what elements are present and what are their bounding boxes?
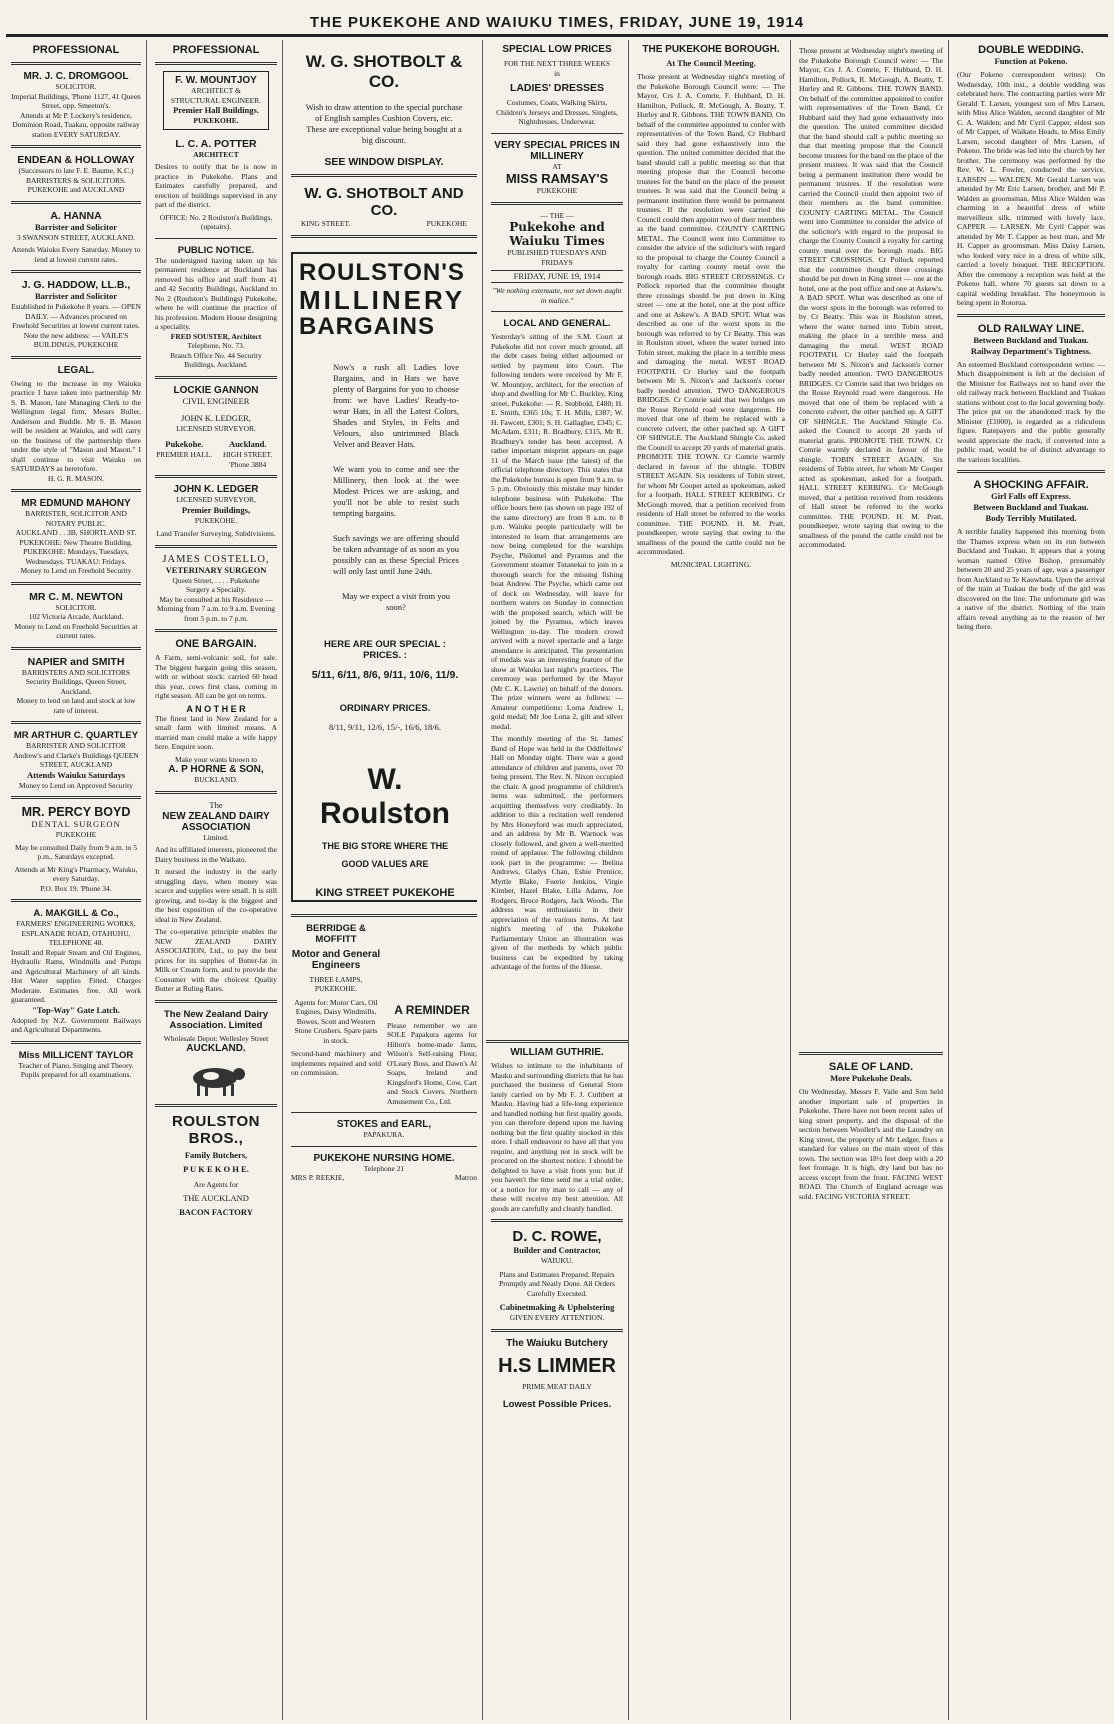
divider [155, 1104, 277, 1107]
divider [155, 62, 277, 65]
column-rule [948, 40, 949, 1720]
masthead-rule [6, 34, 1108, 37]
ad-body: A Farm, semi-volcanic soil, for sale. The biggest bargain going this season, with or without stock: carried 60 head this year, cows first class, coming in right season. All can be got on terms. [155, 653, 277, 700]
divider [11, 270, 141, 273]
ad-heading: SPECIAL LOW PRICES [502, 44, 612, 55]
article-subhead: At The Council Meeting. [666, 58, 756, 68]
article-subhead: Between Buckland and Tuakau. [973, 334, 1089, 345]
divider [291, 1112, 477, 1113]
divider [11, 647, 141, 650]
ad-title: Builder and Contractor, [513, 1245, 601, 1255]
ad-branch: Branch Office No. 44 Security Buildings, Auckland. [170, 350, 262, 369]
ad-sub: Attends Waiuku Saturdays [26, 769, 126, 780]
ad-street: KING STREET PUKEKOHE [315, 886, 455, 899]
article-subhead: Body Terribly Mutilated. [985, 513, 1077, 523]
ad-signature: FRED SOUSTER, Architect [170, 331, 262, 341]
ad-cta: Lowest Possible Prices. [502, 1399, 612, 1410]
ad-name: JOHN K. LEDGER [173, 484, 259, 495]
column-rule [282, 40, 283, 1720]
column-news-2 [632, 40, 790, 1720]
ad-location: PAPAKURA. [363, 1130, 405, 1139]
ad-napier [11, 656, 141, 716]
divider [155, 1000, 277, 1003]
divider [11, 201, 141, 204]
ad-body: The co-operative principle enables the NEW ZEALAND DAIRY ASSOCIATION, Ltd., to pay the best prices for its supplies of Butter-fat in Milk or Cream form, and to provide the Consumer with the choicest Quality Butter at Ruling Rates. [155, 927, 277, 993]
ad-sub: Wholesale Depot: Wellesley Street [163, 1033, 269, 1043]
ad-body: It nursed the industry in the early struggling days, when money was scarce and supplies were small. It is still growing, and to-day is the biggest and the best exposition of the co-operative ideal in New Zealand. [155, 867, 277, 924]
masthead: THE PUKEKOHE AND WAIUKU TIMES, FRIDAY, JUNE 19, 1914 [309, 14, 805, 31]
column-rule [482, 40, 483, 1720]
ad-title: Barrister and Solicitor [35, 291, 117, 301]
special-prices: 5/11, 6/11, 8/6, 9/11, 10/6, 11/9. [311, 668, 459, 681]
ad-name: MR EDMUND MAHONY [21, 498, 131, 509]
column-shotbolt-roulston [286, 40, 482, 1720]
ad-body: Attends at Mr P. Lockery's residence, Dominion Road, Tuakau, opposite railway station EVERY SATURDAY. [12, 110, 140, 139]
ad-body: Security Buildings, Queen Street, Auckland. [25, 677, 127, 696]
ad-quartley [11, 730, 141, 790]
ad-town: PUKEKOHE [426, 219, 467, 228]
article-headline: A SHOCKING AFFAIR. [973, 479, 1089, 491]
ad-public-notice [155, 245, 277, 370]
ad-body: Imperial Buildings, 'Phone 1127, 41 Queen Street, opp. Smeeton's. [11, 91, 141, 110]
ad-at: AT [552, 161, 562, 171]
ad-taylor [11, 1050, 141, 1080]
nameplate-title: Pukekohe and Waiuku Times [509, 220, 605, 248]
ad-title: BARRISTERS AND SOLICITORS [21, 667, 131, 677]
ad-name: L. C. A. POTTER [175, 137, 257, 150]
column-rule [790, 40, 791, 1720]
divider [155, 475, 277, 478]
column-professional-2 [150, 40, 282, 1720]
ad-mahony [11, 498, 141, 576]
divider [155, 545, 277, 548]
column-news-3 [952, 40, 1110, 1720]
ad-tagline: THE BIG STORE WHERE THE [321, 840, 449, 851]
article-subhead: Function at Pokeno. [994, 56, 1068, 66]
ad-location: BUCKLAND. [194, 775, 238, 784]
divider [11, 899, 141, 902]
ad-special-low-prices [491, 44, 623, 127]
ad-ledger [155, 484, 277, 539]
ad-title: Barrister and Solicitor [35, 221, 117, 232]
divider [11, 62, 141, 65]
ad-location: P U K E K O H E. [183, 1164, 249, 1174]
divider [155, 238, 277, 239]
ad-title: ARCHITECT & STRUCTURAL ENGINEER. [170, 86, 262, 105]
ad-title: SOLICITOR. [55, 602, 97, 612]
ad-matron-row [291, 1173, 477, 1183]
divider [957, 470, 1105, 473]
nameplate-motto: "We nothing extenuate, nor set down aught in malice." [492, 286, 622, 305]
ordinary-prices: 8/11, 9/11, 12/6, 15/-, 16/6, 18/6. [329, 721, 441, 732]
ad-nz-dairy [155, 800, 277, 994]
ad-name: JAMES COSTELLO, [162, 553, 270, 565]
divider [11, 796, 141, 799]
article-subhead: Railway Department's Tightness. [970, 345, 1092, 356]
cow-illustration-icon [181, 1060, 251, 1098]
ad-mountjoy [163, 71, 269, 130]
ad-hanna [11, 210, 141, 265]
ad-bargain [155, 638, 277, 785]
ad-title: VETERINARY SURGEON [165, 564, 267, 575]
ad-offices [155, 439, 277, 469]
divider [799, 1052, 943, 1055]
nameplate-pre: — THE — [540, 210, 574, 220]
ad-firm: W. Roulston [320, 762, 450, 830]
nameplate-sub: PUBLISHED TUESDAYS AND FRIDAYS [507, 248, 607, 267]
divider [291, 914, 477, 917]
ad-sub: FOR THE NEXT THREE WEEKS [503, 59, 611, 68]
ad-body: May be consulted at his Residence — Morning from 7 a.m. to 9 a.m. Evening from 5 p.m. to 7 p.m. [156, 594, 276, 623]
ad-body: Attends Waiuku Every Saturday. Money to lend at lowest current rates. [11, 245, 141, 264]
ad-dromgool [11, 71, 141, 139]
article-headline: DOUBLE WEDDING. [978, 44, 1084, 56]
ad-tagline: GOOD VALUES ARE [341, 858, 429, 869]
article-body: An esteemed Buckland correspondent writes: — Much disappointment is felt at the decision of the Minister for Railways not to hand over the old railway track between Buckland and Tuakau stations without cost to the local governing body. The price put on the abandoned track by the Minister (£1000), is regarded as a ridiculous figure. Ratepayers and the public generally would appreciate the track, if converted into a public road, would be of distinct advantage to the various localities. [957, 359, 1105, 464]
ad-name: The Waiuku Butchery [506, 1337, 608, 1349]
ad-in: in [554, 68, 560, 78]
ad-name: A. MAKGILL & Co., [33, 908, 119, 919]
section-header: LOCAL AND GENERAL. [503, 318, 611, 329]
article-headline: SALE OF LAND. [828, 1061, 914, 1073]
ad-body: Second-hand machinery and implements repaired and sold on commission. [291, 1049, 381, 1077]
ad-body: Agents for: Motor Cars, Oil Engines, Daisy Windmills, Bowes, Scott and Western Stone Crushers. Spare parts in stock. [294, 997, 378, 1045]
ad-body: Owing to the increase in my Waiuku practice I have taken into partnership Mr S. B. Mason, late Managing Clerk to the Wellington legal firm, Messrs Buller, Anderson and Buddle. Mr S. B. Mason will be resident at Waiuku, and will carry on the business of the partnership there under the style of "Mason and Mason." I shall continue to visit Waiuku on SATURDAYS as heretofore. [11, 378, 141, 473]
ad-location: WAIUKU. [540, 1256, 574, 1265]
ad-name: W. G. SHOTBOLT & CO. [305, 52, 463, 91]
divider [491, 311, 623, 312]
article-subhead: More Pukekohe Deals. [830, 1073, 912, 1083]
ad-name: MR. J. C. DROMGOOL [23, 71, 129, 82]
ad-body: Money to Lend on Freehold Security [20, 566, 132, 575]
ad-body: 102 Victoria Arcade, Auckland. [28, 612, 124, 621]
ad-endean [11, 154, 141, 195]
ad-name: A. P HORNE & SON, [168, 764, 264, 775]
ad-body: Established in Pukekohe 8 years. — OPEN DAILY. — Advances procured on Freehold Securities at lowest current rates. Note the new address: — VAILE'S BUILDINGS, PUKEKOHE [11, 302, 141, 349]
ad-body: Land Transfer Surveying, Subdivisions. [156, 529, 276, 538]
divider [291, 1146, 477, 1147]
ad-body: Desires to notify that he is now in practice in Pukekohe. Plans and Estimates carefully prepared, and erection of buildings supervised in any part of the district. [155, 162, 277, 209]
ad-item: LADIES' DRESSES [509, 82, 605, 94]
divider [155, 376, 277, 379]
ad-name: Miss MILLICENT TAYLOR [18, 1049, 134, 1061]
article-subhead: MUNICIPAL LIGHTING. [670, 559, 752, 569]
section-header: PROFESSIONAL [172, 44, 260, 56]
ad-costello [155, 554, 277, 624]
ad-address: AUCKLAND . . 3B, SHORTLAND ST. [15, 528, 137, 537]
ad-headline: MILLINERY [299, 284, 466, 315]
ad-title: BARRISTER, SOLICITOR AND NOTARY PUBLIC. [25, 509, 127, 528]
ad-signature: H. G. R. MASON. [47, 473, 105, 483]
ad-name: NEW ZEALAND DAIRY ASSOCIATION [162, 810, 270, 833]
article-body: On Wednesday, Messrs F. Vaile and Son held another important sale of properties in Pukekohe. There have not been recent sales of king street property, and the disposal of the section between Woollett's and the Laundry on King street, the property of Mr Ledger, fixes a standard for values on the main street of this town. The section was 18½ feet deep with a 20 feet frontage. It is high, dry land but has no access except from the front. FACING WEST ROAD. The Church of England acreage was sold. FACING VICTORIA STREET. [799, 1087, 943, 1201]
ad-sub: Are Agents for [193, 1180, 239, 1189]
ad-telephone: Telephone 21 [363, 1163, 405, 1173]
ad-sub: Cabinetmaking & Upholstering [499, 1302, 615, 1312]
divider [155, 629, 277, 632]
ad-sub: PRIME MEAT DAILY [522, 1381, 592, 1391]
ad-heading: LEGAL. [57, 364, 95, 376]
ad-heading: ONE BARGAIN. [175, 638, 257, 650]
ad-body: Wish to draw attention to the special purchase of English samples Cushion Covers, etc. These are exceptional value being bought at a big discount. [305, 102, 463, 145]
ad-stokes [291, 1119, 477, 1140]
ad-body: Plans and Estimates Prepared. Repairs Promptly and Neatly Done. All Orders Carefully Executed. [499, 1269, 615, 1298]
ad-body: We want you to come and see the Millinery, then look at the wee Modest Prices we are asking, and you'll not be able to resist such tempting bargains. [333, 463, 459, 518]
ad-heading: PUBLIC NOTICE. [177, 244, 255, 256]
ad-name: BERRIDGE & MOFFITT [306, 922, 366, 945]
office-left-address: PREMIER HALL. [156, 450, 213, 459]
column-news-sale [794, 40, 948, 1720]
article-headline: OLD RAILWAY LINE. [977, 322, 1085, 335]
ad-haddow [11, 279, 141, 350]
office-right-address: HIGH STREET. 'Phone 3884 [223, 450, 273, 469]
ad-name: ENDEAN & HOLLOWAY [17, 154, 135, 166]
divider [155, 791, 277, 794]
article-body: A terrible fatality happened this morning from the Thames express when on its run between Buckland and Tuakau. It appears that a young woman named Olive Bishop, presumably between 20 and 25 years of age, was a passenger from Auckland to Te Kauwhata. Upon the arrival of the train at Tuakau the body of the girl was discovered on the line. The unfortunate girl was a native of the district. Nothing of the train affairs reveal anything as to the reason of her being there. [957, 527, 1105, 631]
ad-title: Family Butchers, [184, 1150, 248, 1160]
ad-legal [11, 365, 141, 484]
ad-name: W. G. SHOTBOLT AND CO. [304, 185, 464, 219]
divider [11, 582, 141, 585]
ad-address-row [291, 219, 477, 229]
ad-body: Attends at Mr King's Pharmacy, Waiuku, every Saturday. [14, 864, 138, 883]
divider [291, 235, 477, 238]
ad-name: LOCKIE GANNON [173, 384, 259, 396]
ad-rowe [491, 1228, 623, 1323]
ad-title: CIVIL ENGINEER [182, 395, 250, 406]
ad-title: DENTAL SURGEON [31, 819, 121, 829]
ad-street: KING STREET. [301, 219, 351, 228]
divider [11, 356, 141, 359]
ad-headline: ROULSTON'S [299, 258, 465, 286]
office-right: Auckland. [228, 439, 267, 449]
divider [491, 1219, 623, 1222]
ad-location: PUKEKOHE and AUCKLAND [27, 185, 125, 194]
ad-reminder [387, 923, 477, 1107]
divider [291, 174, 477, 177]
ad-body: P.O. Box 19. 'Phone 34. [40, 883, 112, 893]
ad-cta: SEE WINDOW DISPLAY. [324, 156, 444, 168]
office-left: Pukekohe. [165, 439, 204, 449]
ad-sub: THE AUCKLAND [183, 1192, 249, 1203]
ad-name: A. HANNA [50, 209, 102, 222]
article-subhead: Girl Falls off Express. [991, 491, 1071, 501]
ad-body: PUKEKOHE: New Theatre Building. PUKEKOHE: Mondays, Tuesdays, Wednesdays. TUAKAU: Fridays. [19, 537, 133, 566]
ad-name: MR. PERCY BOYD [21, 805, 131, 819]
ad-name: F. W. MOUNTJOY [175, 75, 257, 86]
ad-heading: A REMINDER [394, 1002, 470, 1017]
ad-title: BARRISTERS & SOLICITORS. [25, 175, 127, 185]
ad-address: 3 SWANSON STREET, AUCKLAND. [17, 232, 135, 242]
ad-potter [155, 138, 277, 232]
divider [491, 202, 623, 205]
ad-location: THREE LAMPS, PUKEKOHE. [309, 974, 363, 993]
nameplate-date: FRIDAY, JUNE 19, 1914 [491, 270, 623, 283]
ad-name: ROULSTON BROS., [172, 1113, 260, 1147]
column-ads-lower [486, 1040, 628, 1720]
ad-makgill [11, 908, 141, 1035]
ad-name: PUKEKOHE NURSING HOME. [313, 1152, 455, 1164]
ad-body: Make your wants known to [174, 754, 258, 764]
ad-body: Adopted by N.Z. Government Railways and Agricultural Departments. [11, 1015, 141, 1034]
ad-location: PUKEKOHE [536, 186, 578, 195]
ad-title: ARCHITECT [193, 149, 239, 159]
section-header: PROFESSIONAL [32, 44, 120, 56]
ad-body: Such savings we are offering should be taken advantage of as soon as you possibly can as these Special Prices will only last until June 24th. [333, 532, 459, 576]
ad-title: Motor and General Engineers [291, 948, 381, 971]
ad-sub: GIVEN EVERY ATTENTION. [509, 1313, 605, 1322]
ad-body: Wishes to intimate to the inhabitants of Mauku and surrounding districts that he has purchased the business of General Store lately carried on by Mr F. J. Cuthbert at Mauku. Having had a life-long experience and handled nothing but first quality goods, you can therefore depend upon me having nothing but the first quality stocked in this store. I shall endeavour to have all that you require, and anything not in stock will be procured on the shortest notice. I should be delighted to have a visit from you: but if you haven't the time send me a trial order, or a notice for my man to call — any of these will receive my best attention. All goods are carefully and cleanly handled. [491, 1061, 623, 1213]
ad-body: The finest land in New Zealand for a small farm with limited means. A married man could make a wife happy here. Enquire soon. [155, 713, 277, 751]
ad-gannon [155, 385, 277, 470]
prices-heading: HERE ARE OUR SPECIAL : PRICES. : [324, 638, 446, 661]
ad-body: Install and Repair Steam and Oil Engines, Hydraulic Rams, Windmills and Pumps and Agricultural Machinery of all kinds. Hot Water supplies Fitted. Charges Moderate. Estimates free. All work guaranteed. [11, 947, 141, 1004]
column-rule [146, 40, 147, 1720]
ad-title: BARRISTER AND SOLICITOR [26, 741, 126, 750]
divider [491, 1329, 623, 1332]
ad-body: Please remember we are SOLE Papakura agents for Hilton's home-made Jams, Wilson's Self-raising Flour, O'Leary Boss, and Dawn's Al Soaps, Ireland and Kingsford's Home, Cow, Cart and Stock Covers. Northern Amusement Co., Ltd. [387, 1020, 477, 1106]
ad-newton [11, 591, 141, 641]
ad-body: May be consulted Daily from 9 a.m. to 5 p.m., Saturdays excepted. [14, 842, 138, 861]
ad-shotbolt [291, 52, 477, 168]
ad-headline: BARGAINS [299, 312, 436, 340]
ad-body: Money to Lend on Approved Security [19, 780, 133, 790]
ad-location: AUCKLAND. [186, 1043, 246, 1054]
ad-roulston-millinery [291, 252, 477, 902]
ad-sub: LICENSED SURVEYOR. [176, 423, 256, 433]
ordinary-heading: ORDINARY PRICES. [339, 702, 431, 714]
times-nameplate [491, 211, 623, 306]
ad-address: Premier Hall Buildings. [173, 105, 259, 115]
ad-sub: "Top-Way" Gate Latch. [32, 1004, 120, 1015]
ad-address: Andrew's and Clarke's Buildings QUEEN STREET, AUCKLAND [13, 750, 139, 769]
ad-office: OFFICE: No. 2 Roulston's Buildings, (upstairs). [159, 212, 273, 231]
ad-name: MISS RAMSAY'S [505, 171, 609, 186]
ad-name: STOKES and EARL, [336, 1119, 432, 1130]
ad-sub: Limited. [203, 832, 229, 842]
ad-pre: The [209, 799, 223, 810]
ad-location: PUKEKOHE [55, 830, 97, 839]
column-professional-1 [6, 40, 146, 1720]
ad-title: LICENSED SURVEYOR, [176, 495, 256, 504]
ad-ramsay [491, 140, 623, 196]
ad-name: J. G. HADDOW, LL.B., [21, 279, 131, 291]
ad-name: D. C. ROWE, [512, 1228, 602, 1245]
ad-name: MR ARTHUR C. QUARTLEY [13, 730, 139, 741]
ad-title: SOLICITOR. [55, 82, 97, 91]
ad-dairy-depot [155, 1009, 277, 1099]
ad-sub: (Successors to late F. E. Baume, K.C.) [18, 166, 134, 175]
divider [11, 489, 141, 492]
ad-heading: A N O T H E R [186, 703, 246, 714]
ad-shotbolt-2 [291, 185, 477, 229]
article-body: Those present at Wednesday night's meeting of the Pukekohe Borough Council were: — The Mayor, Crs J. A. Comrie, F. Hubbard, D. H. Hamilton, Pollock, R. McGough, A. Beatty, T. Hurley and R. Gibbons. THE TOWN BAND. On behalf of the committee appointed to confer with representatives of the Town Band, Cr Hubbard said they had gone exhaustively into the question. The united committee decided that the band should call a public meeting so that that meeting propose that the Council become trustees for the band on the place of the present trustees. It was said that the Council being a permanent institution there would be permanent trustees. If the resolution were carried the Council could then appoint two of their members as the band committee. COUNTY CARTING METAL. The Council went into Committee to consider the advice of the solicitor's with regard to the proposal to charge the County Council a royalty for carting county metal over the borough roads. BIG STREET CROSSINGS. Cr Pollock reported that the committee thought three crossings should be put down in King street — one at the hotel, one at the post office and one at Askew's. A BAD SPOT. What was described as one of the worst spots in the borough was referred to by Cr Beatty. This was in Roulston street, where the water turned into Tobin street, making the place in a terrible mess and damaging the metal. WEST ROAD FOOTPATH. Cr Hurley said the footpath between Mr S. Nixon's and Jackson's corner badly needed attention. TWO DANGEROUS BRIDGES. Cr Comrie said that two bridges on the Rosse Reynold road were dangerous. He moved that one of them be replaced with a concrete culvert, the other patched up. A GIFT OF SHINGLE. The Auckland Shingle Co. asked the Council to accept 20 yards of material gratis. PROMOTE THE TOWN. Cr Comrie warmly declared in favour of the shingle. TOBIN STREET AGAIN. Six residents of Tobin street, for whom Mr Cooper acted as spokesman, asked for a footpath. HALL STREET KERBING. Cr McGough moved, that a petition received from residents of Hall street be referred to the works committee. THE POUND. H. M. Pratt, poundkeeper, wrote saying that owing to the smallness of the pound the cattle could not be accommodated. [799, 46, 943, 549]
ad-roulston-bros [155, 1113, 277, 1218]
ad-boyd [11, 805, 141, 893]
ad-body: Now's a rush all Ladies love Bargains, and in Hats we have plenty of Bargains for you to choose from: we have Ladies' Ready-to-wear Hats, in all the Latest Colors, Shades and Styles, in Felts and Velours, also untrimmed Black Velvet and Beaver Hats. [333, 361, 459, 449]
ad-body: Teacher of Piano, Singing and Theory. Pupils prepared for all examinations. [18, 1060, 134, 1079]
ad-address: Premier Buildings, [181, 504, 251, 515]
ad-body: Money to Lend on Freehold Securities at current rates. [14, 621, 138, 640]
column-rule [628, 40, 629, 1720]
divider [957, 314, 1105, 317]
ad-body: Surgery a Specialty. [186, 585, 246, 594]
ad-matron-name: MRS P. REEKIE, [291, 1173, 345, 1182]
news-body: Yesterday's sitting of the S.M. Court at Pukekohe did not cover much ground, all the debt cases being either adjourned or settled by payment into Court. The following tenders were received by Mr F. W. Mountjoy, architect, for the erection of shop and dwelling for Mr C. Buckley, King street, Pukekohe: — R. Stobbold, £480; H. E. Smith, £365 10s; T. H. Mills, £387; W. H. Fawcett, £301; S. H. Gallagher, £345; C. McAdam, £311; R. Bradbury, £315, Mr R. Bradbury's tender has been accepted. A rather important misprint appears on page 11 of the March issue (the latest) of the official telephone directory. This states that the Pukekohe bureau is open from 9 a.m. to 5 p.m. Obviously this mistake may hinder telephone business with Pukekohe. The office hours here (as shown on page 192 of the same directory) are from 8 a.m. to 8 p.m. Waiuku people particularly will be interested to learn that arrangements are now being completed for the warships Psyche, Philomel and Pyramus and the Government steamer Tutanekai to join in a thorough search for the missing fishing boat Andrew. The Psyche, which came out of dock on Wednesday, will leave for northern waters on Sunday in connection with the proposed search, which will be joined by the Pyramus, which leaves Wellington to-day. The modern crowd arrived with a novel spectacle and a large attendance is anticipated. The presentation of medals was an interesting feature of the show at Waiuku last night's practices. The ceremony was performed by the Mayor (Mr C. K. Lawrie) on behalf of the donors. The prize winners were as follows: — Amateur competitions: Lorna Andrew 1, gold medal; Mr Joe Lotta 2, gilt and silver medal. [491, 332, 623, 731]
ad-title: FARMERS' ENGINEERING WORKS, ESPLANADE ROAD, OTAHUHU, TELEPHONE 48. [16, 919, 136, 947]
article-headline: THE PUKEKOHE BOROUGH. [642, 44, 780, 55]
ad-heading: VERY SPECIAL PRICES IN MILLINERY [494, 139, 620, 162]
ad-name: The New Zealand Dairy Association. Limited [163, 1008, 268, 1031]
ad-address: Queen Street, . . . . Pukekohe [172, 575, 260, 585]
news-body: The monthly meeting of the St. James' Band of Hope was held in the Oddfellows' Hall on Monday night. There was a good attendance of children and parents, over 70 being present. The Rev. N. Nixon occupied the chair. A good programme of children's items was submitted, the performers acquitting themselves very creditably. In addition to this a recitation well rendered by Mrs Honeyford was much appreciated, and an address by Mr B. Warnock was closely followed, and given a well-merited round of applause. The following children took part in the programme: — Ibelina Andrews, Gladys Chan, Eshie Prentice, Myrtle Blake, Fuerie Jenkins, Virgie Kimber, Hazel Blake, Lilla Adams, Joe Rodgers, Bruce Rodgers, Jack Woods. The address was enthusiastic in their appreciation of the various items. At last night's meeting of the Pukekohe Parliamentary Union an illustration was given of the methods by which public business can be expedited by taking advantage of the forms of the House. [491, 734, 623, 971]
ad-berridge [291, 923, 381, 1107]
ad-guthrie [491, 1047, 623, 1213]
ad-nursing-home [291, 1153, 477, 1183]
divider [11, 1041, 141, 1044]
ad-location: PUKEKOHE. [193, 116, 239, 125]
divider [11, 145, 141, 148]
ad-location: PUKEKOHE. [194, 515, 238, 525]
ad-body: The undersigned having taken up his permanent residence at Buckland has removed his office and staff from 41 and 42 Security Buildings, Auckland to No 2 (Roulston's Buildings) Pukekohe, where he will continue the practice of his profession. Modern House designing a speciality. [155, 255, 277, 331]
divider [11, 721, 141, 724]
ad-butchery [491, 1338, 623, 1411]
divider [491, 133, 623, 134]
ad-row [291, 923, 477, 1107]
ad-matron-title: Matron [454, 1173, 477, 1182]
ad-name: WILLIAM GUTHRIE. [510, 1047, 604, 1058]
article-body: Those present at Wednesday night's meeting of the Pukekohe Borough Council were: — The Mayor, Crs J. A. Comrie, F. Hubbard, D. H. Hamilton, Pollock, R. McGough, A. Beatty, T. Hurley and R. Gibbons. THE TOWN BAND. On behalf of the committee appointed to confer with representatives of the Town Band, Cr Hubbard said they had gone exhaustively into the question. The united committee decided that the band should call a public meeting so that that meeting propose that the Council become trustees for the band on the place of the present trustees. It was said that the Council being a permanent institution there would be permanent trustees. If the resolution were carried the Council could then appoint two of their members as the band committee. COUNTY CARTING METAL. The Council went into Committee to consider the advice of the solicitor's with regard to the proposal to charge the County Council a royalty for carting county metal over the borough roads. BIG STREET CROSSINGS. Cr Pollock reported that the committee thought three crossings should be put down in King street — one at the hotel, one at the post office and one at Askew's. A BAD SPOT. What was described as one of the worst spots in the borough was referred to by Cr Beatty. This was in Roulston street, where the water turned into Tobin street, making the place in a terrible mess and damaging the metal. WEST ROAD FOOTPATH. Cr Hurley said the footpath between Mr S. Nixon's and Jackson's corner badly needed attention. TWO DANGEROUS BRIDGES. Cr Comrie said that two bridges on the Rosse Reynold road were dangerous. He moved that one of them be replaced with a concrete culvert, the other patched up. A GIFT OF SHINGLE. The Auckland Shingle Co. asked the Council to accept 20 yards of material gratis. PROMOTE THE TOWN. Cr Comrie warmly declared in favour of the shingle. TOBIN STREET AGAIN. Six residents of Tobin street, for whom Mr Cooper acted as spokesman, asked for a footpath. HALL STREET KERBING. Cr McGough moved, that a petition received from residents of Hall street be referred to the works committee. THE POUND. H. M. Pratt, poundkeeper, wrote saying that owing to the smallness of the pound the cattle could not be accommodated. [637, 72, 785, 556]
ad-sub: BACON FACTORY [179, 1206, 253, 1217]
ad-telephone: Telephone, No. 73. [187, 341, 245, 350]
ad-body: May we expect a visit from you soon? [341, 590, 451, 612]
ad-body: Money to lend on land and stock at low rate of interest. [16, 696, 136, 715]
article-subhead: Between Buckland and Tuakau. [973, 502, 1089, 512]
article-body: (Our Pokeno correspondent writes): On Wednesday, 10th inst., a double wedding was celebrated here. The contracting parties were Mr Gerald T. Larsen, youngest son of Mrs Larsen, with Miss Alice Walden, second daughter of Mr C. A. Walden; and Mr Cyril Capper, eldest son of Mr Capper, of Waikato Heads, to Miss Emily Larsen, second daughter of Mrs Larsen, of Pokeno. The bride was led into the church by her brother. The ceremony was performed by the Rev. W. L. Fowler, conducted the service. LARSEN — WALDEN. Mr Gerald Larsen was attended by Mr Eric Larsen, brother, and Mr P. Walden as groomsman. Miss Alice Walden was charming in a beautiful dress of white merveilleux silk, trimmed with lovely lace. CAPPER — LARSEN. Mr Cyril Capper was attended by Mr T. Capper as best man, and Mr H. Capper as groomsman. Miss Daisy Larsen, who looked very nice in a dress of white silk, carried a lovely bouquet. THE RECEPTION. After the ceremony a reception was held at the Pokeno hall, where 70 guests sat down to a capital wedding breakfast. The honeymoon is being spent in Rotorua. [957, 70, 1105, 307]
ad-name: MR C. M. NEWTON [29, 590, 123, 603]
ad-name: H.S LIMMER [498, 1354, 616, 1377]
ad-sub: JOHN K. LEDGER, [181, 412, 251, 423]
ad-body: Costumes, Coats, Walking Skirts, Children's Jerseys and Dresses, Singlets, Nightdresses, Underwear. [496, 98, 618, 126]
ad-body: And its affiliated interests, pioneered the Dairy business in the Waikato. [155, 845, 277, 864]
ad-name: NAPIER and SMITH [27, 655, 125, 668]
